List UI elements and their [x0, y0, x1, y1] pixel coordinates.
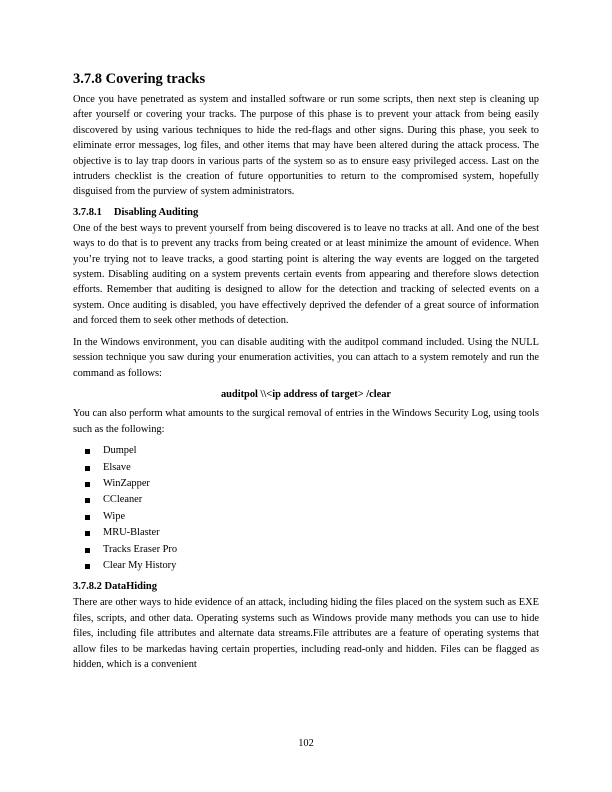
subsection-number: 3.7.8.1 [73, 206, 102, 218]
subsection-heading-data-hiding: 3.7.8.2 DataHiding [73, 581, 158, 593]
list-item: Wipe [85, 509, 539, 525]
list-item: Tracks Eraser Pro [85, 542, 539, 558]
intro-paragraph: Once you have penetrated as system and installed software or run some scripts, then next step is cleaning up after yourself or covering your tracks. The purpose of this phase is to prevent your attack from being easily discovered by using various techniques to hide the red-flags and other signs. During this phase, you seek to eliminate error messages, log files, and other items that may have been altered during the attack process. The objective is to lay trap doors in various parts of the system so as to ensure easy privileged access. Last on the intruders checklist is the creation of future opportunities to return to the compromised system, hopefully disguised from the purview of system administrators. [73, 94, 539, 198]
list-item: WinZapper [85, 476, 539, 492]
subsection-heading-disabling-auditing [73, 206, 539, 220]
square-bullet-icon [85, 466, 90, 471]
square-bullet-icon [85, 498, 90, 503]
page-number: 102 [298, 738, 314, 749]
square-bullet-icon [85, 449, 90, 454]
list-item: MRU-Blaster [85, 525, 539, 541]
square-bullet-icon [85, 515, 90, 520]
page-body [73, 70, 539, 672]
auditpol-command: auditpol \\<ip address of target> /clear [220, 388, 392, 400]
tools-list [73, 443, 539, 574]
data-hiding-paragraph: There are other ways to hide evidence of an attack, including hiding the files placed on the system such as EXE files, scripts, and other data. Operating systems such as Windows provide many methods you can use to hide files, including file attributes and alternate data streams.File attributes are a feature of operating systems that allow files to be markedas having certain properties, including read-only and hidden. Files can be flagged as hidden, which is a convenient [73, 597, 539, 670]
square-bullet-icon [85, 482, 90, 487]
subsection-title: Disabling Auditing [113, 206, 199, 218]
square-bullet-icon [85, 531, 90, 536]
square-bullet-icon [85, 564, 90, 569]
auditing-paragraph-1: One of the best ways to prevent yourself from being discovered is to leave no tracks at all. And one of the best ways to do that is to prevent any tracks from being created or at least minimize the amount of evidence. When you’re trying not to leave tracks, a good starting point is altering the way events are logged on the targeted system. Disabling auditing on a system prevents certain events from appearing and therefore slows detection efforts. Remember that auditing is designed to allow for the detection and tracking of selected events on a system. Once auditing is disabled, you have effectively deprived the defender of a great source of information and forced them to seek other methods of detection. [73, 222, 539, 327]
section-heading: 3.7.8 Covering tracks [73, 71, 206, 87]
list-item: CCleaner [85, 492, 539, 508]
auditing-paragraph-3: You can also perform what amounts to the surgical removal of entries in the Windows Security Log, using tools such as the following: [73, 408, 539, 435]
list-item: Elsave [85, 460, 539, 476]
list-item: Clear My History [85, 558, 539, 574]
auditing-paragraph-2: In the Windows environment, you can disable auditing with the auditpol command included. Using the NULL session technique you saw during your enumeration activities, you can attach to a system remotely and run the command as follows: [73, 336, 539, 379]
square-bullet-icon [85, 548, 90, 553]
list-item: Dumpel [85, 443, 539, 459]
